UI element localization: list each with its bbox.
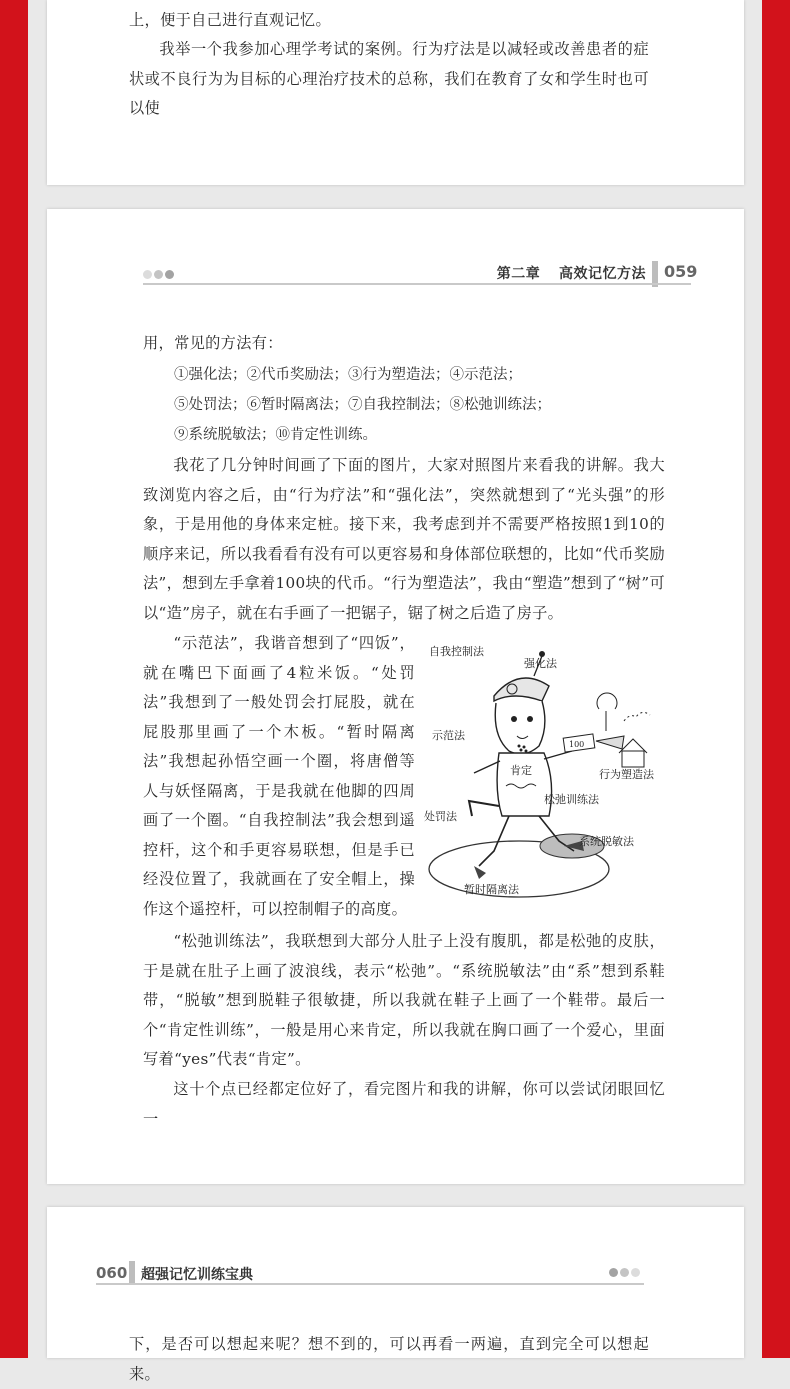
header-rule	[96, 1283, 644, 1285]
label-desensitization: 系统脱敏法	[579, 835, 634, 848]
chapter-title: 高效记忆方法	[559, 266, 646, 282]
header-divider-bar	[129, 1261, 135, 1285]
page-number: 060	[96, 1264, 128, 1282]
label-timeout: 暂时隔离法	[464, 883, 519, 896]
label-shaping: 行为塑造法	[599, 768, 654, 781]
paragraph: 这十个点已经都定位好了，看完图片和我的讲解，你可以尝试闭眼回忆一	[143, 1080, 665, 1128]
label-self-control: 自我控制法	[429, 645, 484, 658]
header-dots	[609, 1262, 642, 1281]
text-line: 下，是否可以想起来呢？想不到的，可以再看一两遍，直到完全可以想起来。	[129, 1335, 649, 1383]
right-red-border	[762, 0, 790, 1358]
paragraph: 我举一个我参加心理学考试的案例。行为疗法是以减轻或改善患者的症状或不良行为为目标的心理治疗技术的总称，我们在教育了女和学生时也可以使	[129, 40, 649, 117]
page-number: 059	[664, 262, 698, 281]
page-060-head	[47, 1207, 744, 1383]
page-058-tail	[47, 0, 744, 185]
header-rule	[143, 283, 691, 285]
chapter-label: 第二章	[496, 266, 541, 282]
text-line: 上，便于自己进行直观记忆。	[129, 11, 331, 29]
label-punishment: 处罚法	[424, 810, 457, 823]
list-item: ⑤处罚法；⑥暂时隔离法；⑦自我控制法；⑧松弛训练法；	[174, 397, 551, 413]
label-modeling: 示范法	[432, 729, 465, 742]
label-token: 100	[569, 740, 585, 749]
running-header	[497, 263, 646, 283]
paragraph: 我花了几分钟时间画了下面的图片，大家对照图片来看我的讲解。我大致浏览内容之后，由“行为疗法”和“强化法”，突然就想到了“光头强”的形象，于是用他的身体来定桩。接下来，我考虑到并不需要严格按照1到10的顺序来记，所以我看看有没有可以更容易和身体部位联想的，比如“代币奖励法”，想到左手拿着100块的代币。“行为塑造法”，我由“塑造”想到了“树”可以“造”房子，就在右手画了一把锯子，锯了树之后造了房子。	[143, 456, 665, 622]
paragraph-wrapped: “示范法”，我谐音想到了“四饭”，就在嘴巴下面画了4粒米饭。“处罚法”我想到了一般处罚会打屁股，就在屁股那里画了一个木板。“暂时隔离法”我想起孙悟空画一个圈，将唐僧等人与妖怪隔离，于是我就在他脚的四周画了一个圈。“自我控制法”我会想到遥控杆，这个和手更容易联想，但是手已经没位置了，我就画在了安全帽上，操作这个遥控杆，可以控制帽子的高度。	[143, 634, 415, 918]
page-059	[47, 209, 744, 1184]
intro-line: 用，常见的方法有：	[143, 334, 283, 352]
methods-list	[174, 360, 551, 450]
label-reinforcement: 强化法	[524, 657, 557, 670]
label-affirm: 肯定	[510, 764, 532, 777]
list-item: ①强化法；②代币奖励法；③行为塑造法；④示范法；	[174, 367, 522, 383]
label-relaxation: 松弛训练法	[544, 793, 599, 806]
list-item: ⑨系统脱敏法；⑩肯定性训练。	[174, 427, 377, 443]
header-dots	[143, 264, 176, 283]
paragraph: “松弛训练法”，我联想到大部分人肚子上没有腹肌，都是松弛的皮肤，于是就在肚子上画了波浪线，表示“松弛”。“系统脱敏法”由“系”想到系鞋带，“脱敏”想到脱鞋子很敏捷，所以我就在鞋子上画了一个鞋带。最后一个“肯定性训练”，一般是用心来肯定，所以我就在胸口画了一个爱心，里面写着“yes”代表“肯定”。	[143, 932, 665, 1068]
book-title: 超强记忆训练宝典	[141, 1267, 253, 1283]
left-red-border	[0, 0, 28, 1358]
guangtouqiang-illustration	[424, 641, 664, 911]
